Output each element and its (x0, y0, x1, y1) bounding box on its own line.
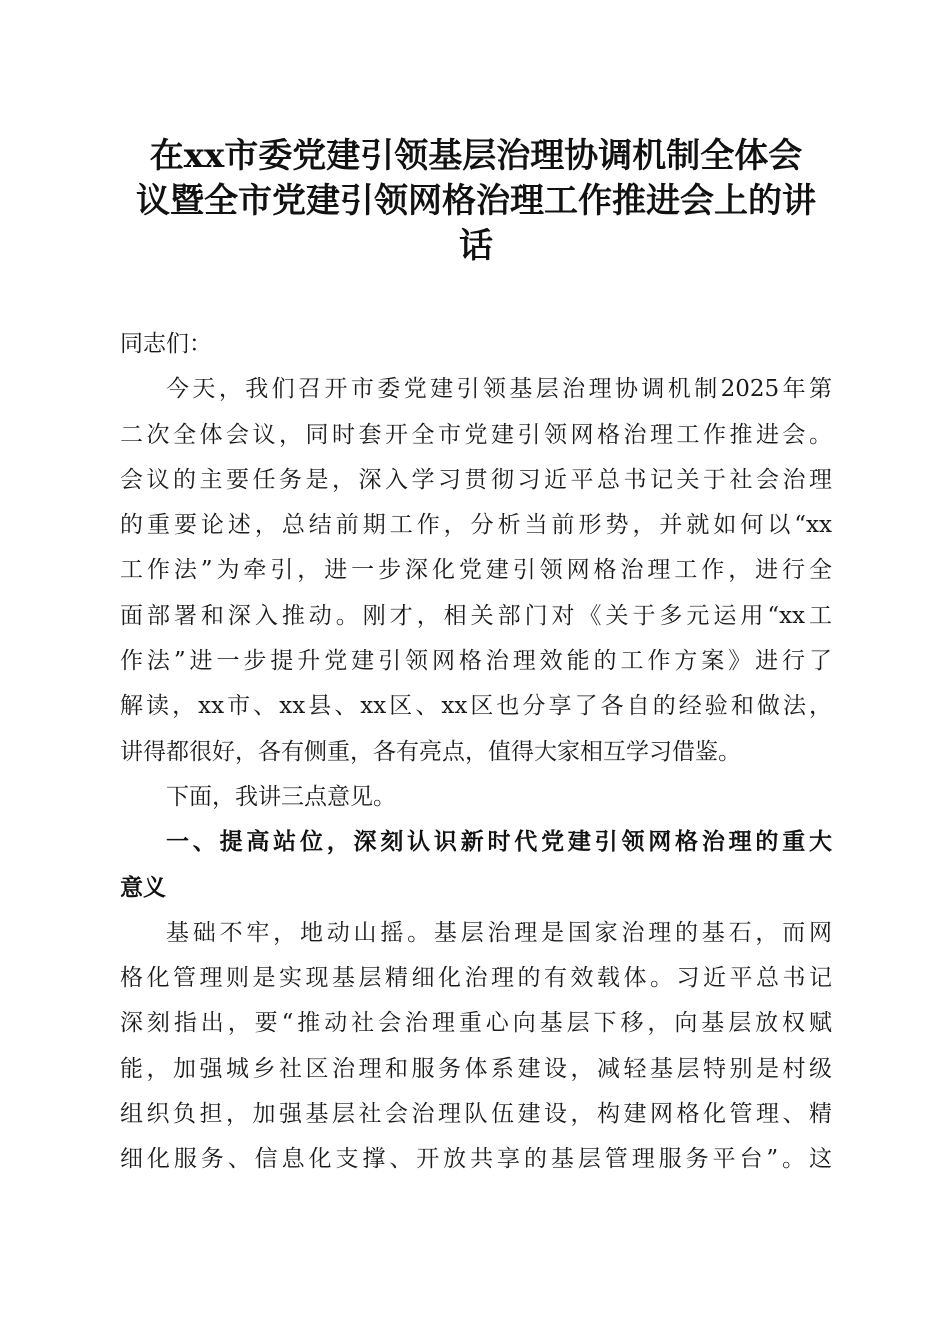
paragraph-opening (120, 367, 832, 775)
paragraph-three-points: 下面，我讲三点意见。 (166, 783, 396, 810)
paragraph-line: 格化管理则是实现基层精细化治理的有效载体。习近平总书记 (120, 965, 832, 992)
title-line: 议暨全市党建引领网格治理工作推进会上的讲 (136, 181, 816, 221)
heading-line: 意义 (120, 874, 166, 901)
paragraph-foundation (120, 911, 832, 1183)
speech-title (118, 134, 834, 269)
paragraph-line: 讲得都很好，各有侧重，各有亮点，值得大家相互学习借鉴。 (120, 738, 741, 765)
paragraph-line: 解读，xx市、xx县、xx区、xx区也分享了各自的经验和做法， (120, 693, 832, 720)
paragraph-line: 今天，我们召开市委党建引领基层治理协调机制2025年第 (166, 376, 832, 403)
paragraph-line: 作法”进一步提升党建引领网格治理效能的工作方案》进行了 (120, 648, 832, 675)
paragraph-line: 面部署和深入推动。刚才，相关部门对《关于多元运用“xx工 (120, 602, 832, 629)
paragraph-line: 能，加强城乡社区治理和服务体系建设，减轻基层特别是村级 (120, 1055, 832, 1082)
paragraph-line: 会议的主要任务是，深入学习贯彻习近平总书记关于社会治理 (120, 466, 832, 493)
paragraph-line: 工作法”为牵引，进一步深化党建引领网格治理工作，进行全 (120, 557, 832, 584)
title-line: 在xx市委党建引领基层治理协调机制全体会 (149, 136, 803, 176)
paragraph-line: 细化服务、信息化支撑、开放共享的基层管理服务平台”。这 (120, 1146, 832, 1173)
title-line: 话 (459, 226, 493, 266)
paragraph-line: 深刻指出，要“推动社会治理重心向基层下移，向基层放权赋 (120, 1010, 832, 1037)
section-heading-1 (120, 820, 832, 911)
heading-line: 一、提高站位，深刻认识新时代党建引领网格治理的重大 (166, 829, 832, 856)
paragraph-line: 组织负担，加强基层社会治理队伍建设，构建网格化管理、精 (120, 1101, 832, 1128)
paragraph-line: 基础不牢，地动山摇。基层治理是国家治理的基石，而网 (166, 919, 832, 946)
paragraph-line: 二次全体会议，同时套开全市党建引领网格治理工作推进会。 (120, 421, 832, 448)
speech-body (120, 322, 832, 1183)
salutation: 同志们： (120, 331, 212, 357)
paragraph-line: 的重要论述，总结前期工作，分析当前形势，并就如何以“xx (120, 512, 832, 539)
